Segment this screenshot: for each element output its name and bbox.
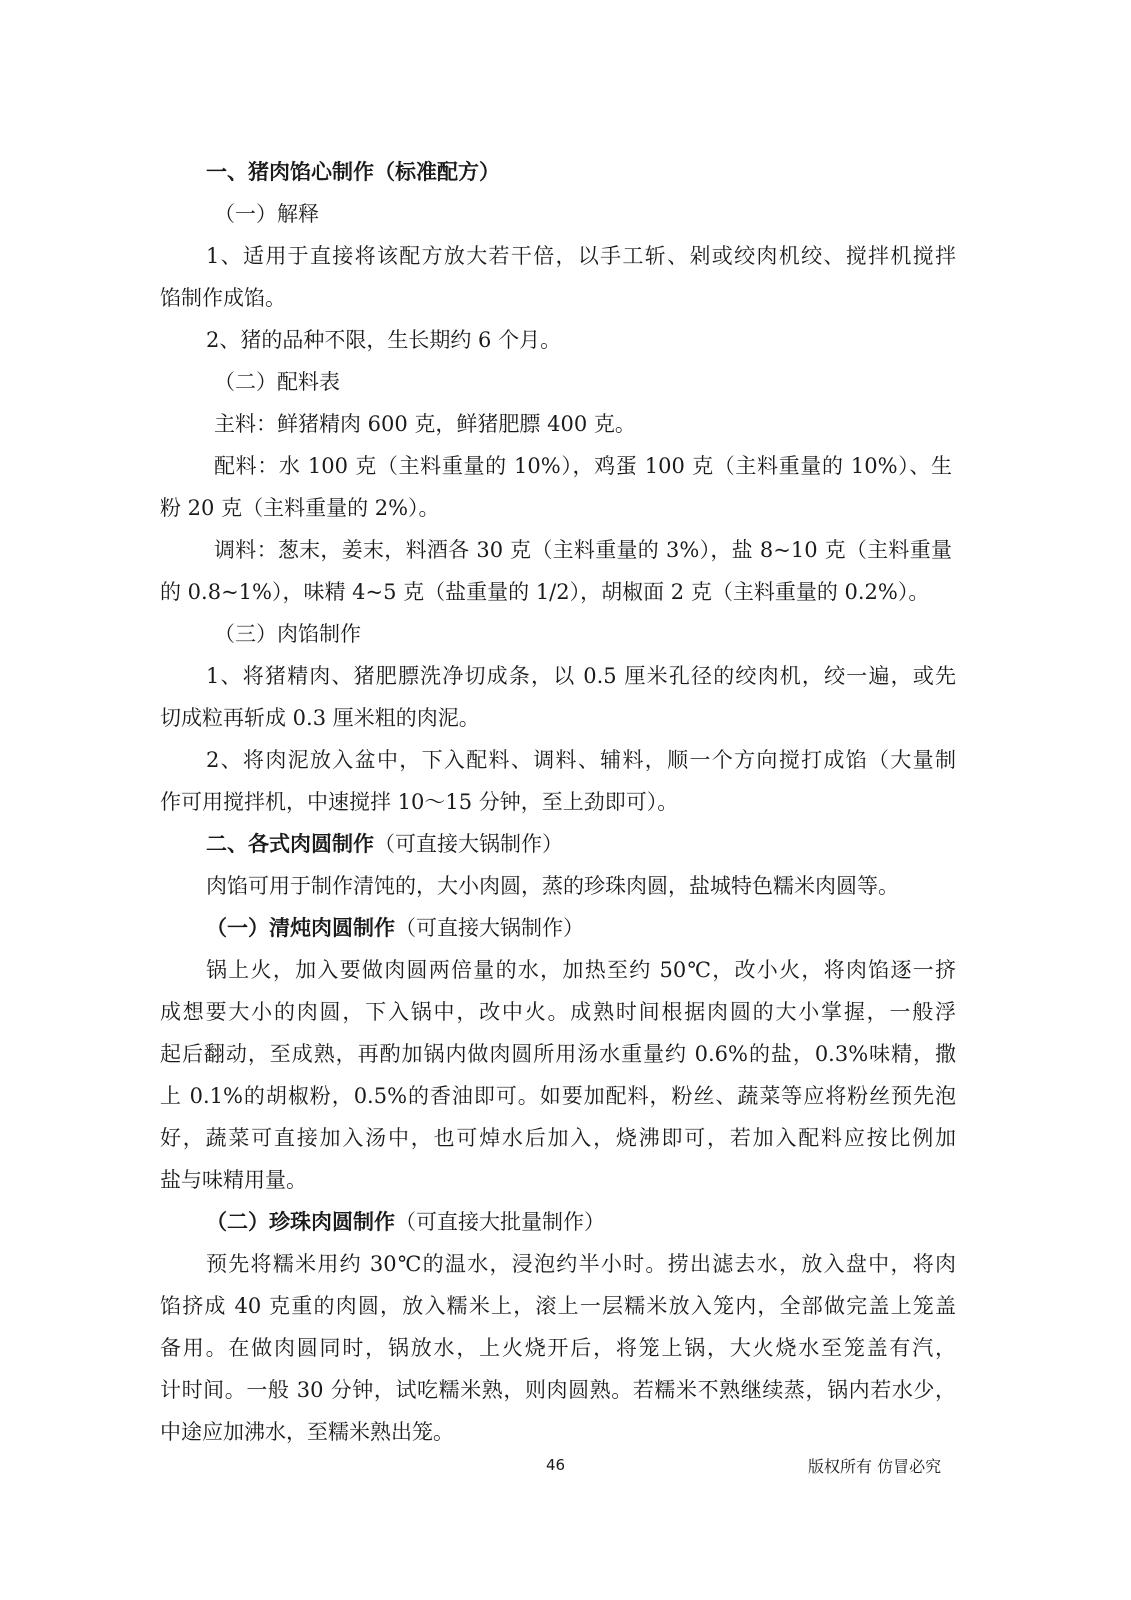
paragraph-line: 计时间。一般 30 分钟，试吃糯米熟，则肉圆熟。若糯米不熟继续蒸，锅内若水少， xyxy=(160,1378,956,1402)
page-number: 46 xyxy=(546,1456,566,1474)
paragraph-line: 馅制作成馅。 xyxy=(160,286,286,310)
paragraph-line: 锅上火，加入要做肉圆两倍量的水，加热至约 50℃，改小火，将肉馅逐一挤 xyxy=(206,958,956,982)
paragraph-line: 肉馅可用于制作清饨的，大小肉圆，蒸的珍珠肉圆，盐城特色糯米肉圆等。 xyxy=(206,874,899,898)
paragraph-line: 上 0.1%的胡椒粉，0.5%的香油即可。如要加配料，粉丝、蔬菜等应将粉丝预先泡 xyxy=(160,1084,956,1108)
subsection-title: （二）珍珠肉圆制作 xyxy=(206,1209,395,1234)
subsection-note: （可直接大批量制作） xyxy=(395,1210,605,1234)
paragraph-line: 盐与味精用量。 xyxy=(160,1168,307,1192)
section-heading-2-note: （可直接大锅制作） xyxy=(374,832,563,856)
subsection-heading xyxy=(206,908,584,948)
section-heading-2-title: 二、各式肉圆制作 xyxy=(206,831,374,856)
paragraph-line: 2、将肉泥放入盆中，下入配料、调料、辅料，顺一个方向搅打成馅（大量制 xyxy=(206,748,956,772)
paragraph-line: 作可用搅拌机，中速搅拌 10～15 分钟，至上劲即可）。 xyxy=(160,790,679,814)
paragraph-line: 起后翻动，至成熟，再酌加锅内做肉圆所用汤水重量约 0.6%的盐，0.3%味精，撒 xyxy=(160,1042,956,1066)
subsection-heading xyxy=(206,1202,605,1242)
paragraph-line: 切成粒再斩成 0.3 厘米粗的肉泥。 xyxy=(160,706,480,730)
ingredient-line: 调料：葱末，姜末，料酒各 30 克（主料重量的 3%），盐 8~10 克（主料重量 xyxy=(214,538,952,562)
paragraph-line: 好，蔬菜可直接加入汤中，也可焯水后加入，烧沸即可，若加入配料应按比例加 xyxy=(160,1126,956,1150)
paragraph-line: 1、适用于直接将该配方放大若干倍，以手工斩、剁或绞肉机绞、搅拌机搅拌 xyxy=(206,244,956,268)
section-heading-1: 一、猪肉馅心制作（标准配方） xyxy=(206,159,500,184)
section-heading-2 xyxy=(206,824,563,864)
paragraph-line: 2、猪的品种不限，生长期约 6 个月。 xyxy=(206,328,562,352)
paragraph-line: 1、将猪精肉、猪肥膘洗净切成条，以 0.5 厘米孔径的绞肉机，绞一遍，或先 xyxy=(206,664,956,688)
ingredient-line: 粉 20 克（主料重量的 2%）。 xyxy=(160,496,440,520)
subsection-title: （一）清炖肉圆制作 xyxy=(206,915,395,940)
paragraph-line: 成想要大小的肉圆，下入锅中，改中火。成熟时间根据肉圆的大小掌握，一般浮 xyxy=(160,1000,956,1024)
copyright-notice: 版权所有 仿冒必究 xyxy=(808,1457,942,1476)
subsection-heading: （一）解释 xyxy=(214,202,319,226)
subsection-heading: （二）配料表 xyxy=(214,370,340,394)
ingredient-line: 主料：鲜猪精肉 600 克，鲜猪肥膘 400 克。 xyxy=(214,412,636,436)
paragraph-line: 馅挤成 40 克重的肉圆，放入糯米上，滚上一层糯米放入笼内，全部做完盖上笼盖 xyxy=(160,1294,956,1318)
ingredient-line: 的 0.8~1%），味精 4~5 克（盐重量的 1/2），胡椒面 2 克（主料重量的 0.2%）。 xyxy=(160,580,930,604)
subsection-note: （可直接大锅制作） xyxy=(395,916,584,940)
paragraph-line: 中途应加沸水，至糯米熟出笼。 xyxy=(160,1420,454,1444)
subsection-heading: （三）肉馅制作 xyxy=(214,622,361,646)
paragraph-line: 备用。在做肉圆同时，锅放水，上火烧开后，将笼上锅，大火烧水至笼盖有汽， xyxy=(160,1336,956,1360)
paragraph-line: 预先将糯米用约 30℃的温水，浸泡约半小时。捞出滤去水，放入盘中，将肉 xyxy=(206,1252,956,1276)
ingredient-line: 配料：水 100 克（主料重量的 10%），鸡蛋 100 克（主料重量的 10%）、生 xyxy=(214,454,952,478)
